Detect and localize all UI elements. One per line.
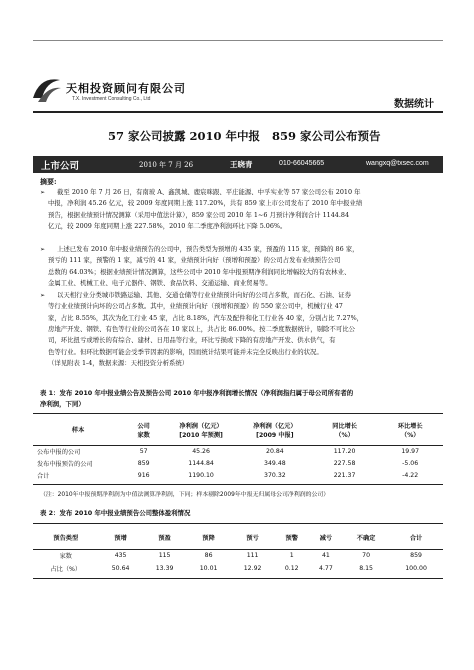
table2-cell: 1: [289, 552, 294, 560]
table1-cell: 221.37: [333, 471, 356, 479]
bullet-arrow-icon: ➢: [40, 292, 46, 299]
table2-cell: 70: [362, 552, 371, 560]
table2-cell: 859: [410, 552, 422, 560]
summary-line: 总数的 64.03%；根据业绩预计情况测算，这些公司中 2010 年中报预期净利润同比增幅较大的有农林业、: [48, 267, 351, 276]
table1-header-cell: 样本: [33, 415, 123, 445]
summary-line: 亿元，较 2009 年度同期上涨 227.58%，2010 年二季度净利润环比下降 5.06%。: [48, 221, 287, 230]
summary-line: 上述已发布 2010 年中报业绩预告的公司中，预告类型为预增的 435 家，预盈的 115 家，预降的 86 家，: [57, 245, 359, 253]
summary-line: 中报，净利润 45.26 亿元，较 2009 年度同期上涨 117.20%，共有 859 家上市公司发布了 2010 年中报业绩: [48, 199, 363, 208]
table1-cell: 57: [139, 447, 148, 455]
table2-header-cell: 预盈: [143, 527, 187, 549]
section-label: 数据统计: [394, 99, 434, 110]
table1-header-cell: 公司 家数: [123, 415, 164, 445]
bullet-arrow-icon: ➢: [40, 189, 46, 196]
table2-header-cell: 预增: [99, 527, 143, 549]
summary-line: 等行业业绩预计向坏的公司占多数。其中，业绩预计向好（预增和预盈）的 550 家公司中，机械行业 47: [48, 302, 343, 311]
table2-cell: 100.00: [405, 565, 427, 572]
table1-cell: -5.06: [402, 459, 419, 467]
table1-cell: 20.84: [266, 447, 284, 455]
summary-line: 截至 2010 年 7 月 26 日，有南玻 A、鑫凯城、鹿宸咪跟、平庄能源、中孚实业等 57 家公司公布 2010 年: [57, 188, 361, 196]
table1: [33, 415, 443, 481]
summary-line: （详见附表 1-4，数据来源：天相投资分析系统）: [48, 358, 189, 367]
table2-cell: 8.15: [359, 565, 373, 572]
summary-line: 预告，根据业绩预计情况测算（采用中值法计算），859 家公司 2010 年 1~6 月预计净利润合计 1144.84: [48, 210, 350, 219]
table1-header-cell: 净利润（亿元） [2010 年预测]: [164, 415, 238, 445]
summary-line: 司，环比扭亏或增长的有综合、建材、日用品等行业，环比亏损或下降的有房地产开发、供水供气，有: [48, 336, 336, 345]
table1-caption: [40, 388, 440, 410]
table2-cell: 12.92: [243, 565, 262, 572]
table2-header-cell: 预告类型: [33, 527, 99, 549]
report-title: 57 家公司披露 2010 年中报 859 家公司公布预告: [108, 129, 381, 143]
company-logo: [30, 72, 64, 106]
table2-header-cell: 预亏: [231, 527, 275, 549]
table2-cell: 435: [114, 552, 127, 560]
summary-line: 家，占比 8.55%，其次为化工行业 45 家，占比 8.18%，汽车及配件和化工行业各 40 家，分别占比 7.27%，: [48, 313, 364, 322]
table1-bottom-rule: [33, 484, 443, 485]
table2-bottom-rule: [33, 578, 443, 579]
table2-cell: 占比（%）: [50, 566, 82, 573]
table2: [33, 527, 443, 575]
logo-mark-icon: [30, 72, 64, 106]
table1-caption-line1: 表 1：发布 2010 年中报业绩公告及预告公司 2010 年中报净利润增长情况（净利润指归属于母公司所有者的: [40, 389, 354, 397]
table1-header-cell: 环比增长 （%）: [377, 415, 443, 445]
table1-cell: 859: [137, 459, 150, 467]
banner-email: wangxq@txsec.com: [366, 160, 429, 167]
table1-cell: 45.26: [192, 447, 210, 455]
table1-cell: 19.97: [401, 447, 420, 455]
table1-header-row: [33, 415, 443, 445]
table1-cell: 1190.10: [188, 471, 214, 479]
table2-header-row: [33, 527, 443, 549]
table2-cell: 0.12: [284, 565, 299, 572]
table1-note: （注：2010年中报预期净利润为中值法测算净利润，下同；样本剔除2009年中报无归属母公司净利润的公司）: [40, 492, 330, 498]
summary-line: 金属工业、机械工业、电子元器件、钢铁、食品饮料、交通运输、商业贸易等。: [48, 278, 272, 287]
table2-header-cell: 合计: [389, 527, 443, 549]
table1-cell: 227.58: [333, 459, 356, 467]
summary-line: 房地产开发、钢铁、有色等行业的公司各在 10 家以上，共占比 86.00%。按二季度数据统计，剔除不可比公: [48, 324, 355, 333]
banner-author: 王晓青: [230, 160, 253, 169]
header-top-rule: [33, 40, 443, 41]
table2-caption: 表 2：发布 2010 年中报业绩预告公司整体盈利情况: [40, 509, 191, 517]
banner-category: 上市公司: [41, 161, 80, 172]
summary-line: 以天相行业分类城市铁路运输、其他、交通仓储等行业业绩预计向好的公司占多数，而石化、石油、证券: [57, 291, 351, 299]
table2-cell: 50.64: [111, 565, 130, 572]
logo-english-name: T.X. Investment Consulting Co., Ltd: [72, 96, 151, 102]
table2-header-cell: 预警: [275, 527, 309, 549]
table2-cell: 13.39: [155, 565, 174, 572]
table2-cell: 111: [246, 552, 259, 560]
summary-line: 预亏的 111 家，预警的 1 家，减亏的 41 家，业绩预计向好（预增和预盈）的公司占发布业绩预告公司: [48, 256, 341, 265]
banner-phone: 010-66045665: [279, 160, 325, 167]
table1-header-cell: 净利润（亿元） [2009 中报]: [238, 415, 312, 445]
table1-top-rule: [33, 413, 443, 414]
summary-line: 色等行业。但环比数据可能会受季节因素的影响，因而统计结果可能并未完全反映出行业的状况。: [48, 347, 323, 356]
table1-cell: 349.48: [264, 459, 286, 467]
table2-top-rule: [33, 523, 443, 524]
header-bottom-rule: [33, 111, 443, 113]
table2-cell: 115: [158, 552, 171, 560]
table1-cell: 117.20: [333, 447, 356, 455]
table-row: [33, 457, 443, 469]
table2-cell: 10.01: [199, 565, 218, 572]
table1-cell: 916: [137, 471, 150, 479]
table1-cell: 发布中报预告的公司: [37, 460, 93, 468]
table1-cell: -4.22: [402, 471, 419, 479]
summary-label: 摘要:: [40, 177, 57, 186]
bullet-arrow-icon: ➢: [40, 246, 46, 253]
table2-cell: 41: [321, 552, 330, 560]
logo-chinese-name: 天相投资顾问有限公司: [66, 82, 186, 95]
table2-cell: 家数: [59, 553, 72, 561]
table-row: [33, 445, 443, 457]
table-row: [33, 469, 443, 481]
banner-date: 2010 年 7 月 26: [139, 161, 194, 169]
table1-cell: 1144.84: [188, 459, 214, 467]
table2-header-cell: 减亏: [309, 527, 343, 549]
table1-cell: 合计: [37, 472, 50, 480]
table2-header-cell: 不确定: [343, 527, 389, 549]
table2-header-cell: 预降: [187, 527, 231, 549]
table1-cell: 370.32: [264, 471, 286, 479]
table1-caption-line2: 净利润，下同）: [40, 400, 85, 408]
info-banner: [33, 156, 443, 173]
table2-cell: 4.77: [319, 565, 333, 572]
table-row: [33, 549, 443, 562]
table-row: [33, 562, 443, 575]
table1-header-cell: 同比增长 （%）: [312, 415, 378, 445]
table1-cell: 公布中报的公司: [37, 448, 81, 456]
table2-cell: 86: [204, 552, 213, 560]
